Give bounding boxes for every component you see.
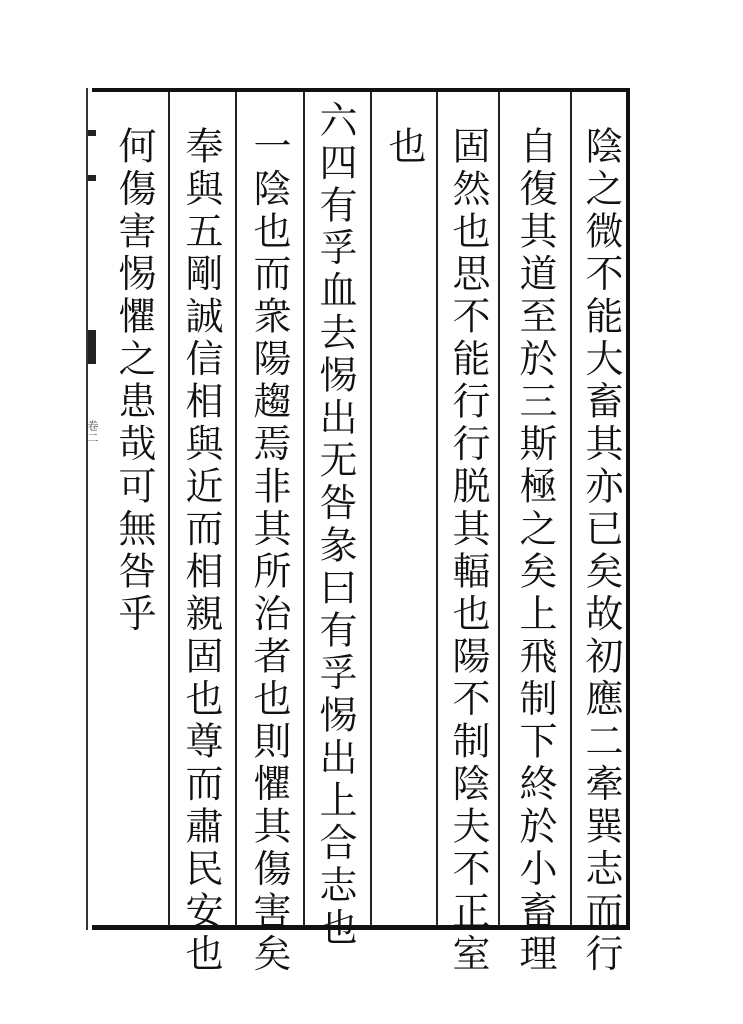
- column-divider: [498, 92, 500, 926]
- text-column-5: 六四有孚血去惕出无咎彖曰有孚惕出上合志也: [313, 100, 357, 950]
- text-column-6: 一陰也而衆陽趨焉非其所治者也則懼其傷害矣: [247, 126, 291, 976]
- text-column-2: 自復其道至於三斯極之矣上飛制下終於小畜理: [513, 126, 557, 976]
- column-divider: [436, 92, 438, 926]
- text-column-1: 陰之微不能大畜其亦已矣故初應二牽巽志而行: [579, 126, 623, 976]
- column-divider: [570, 92, 572, 926]
- gutter-border: [86, 88, 94, 930]
- margin-label: 卷二: [86, 420, 99, 444]
- text-column-3: 固然也思不能行行脱其輻也陽不制陰夫不正室: [446, 126, 490, 976]
- margin-mark: [88, 130, 96, 136]
- margin-mark: [88, 330, 96, 364]
- margin-mark: [88, 175, 96, 181]
- column-divider: [168, 92, 170, 926]
- column-divider: [370, 92, 372, 926]
- column-divider: [235, 92, 237, 926]
- text-column-4: 也: [382, 126, 426, 169]
- column-divider: [303, 92, 305, 926]
- text-column-7: 奉與五剛誠信相與近而相親固也尊而肅民安也: [179, 126, 223, 976]
- text-column-8: 何傷害惕懼之患哉可無咎乎: [112, 126, 156, 636]
